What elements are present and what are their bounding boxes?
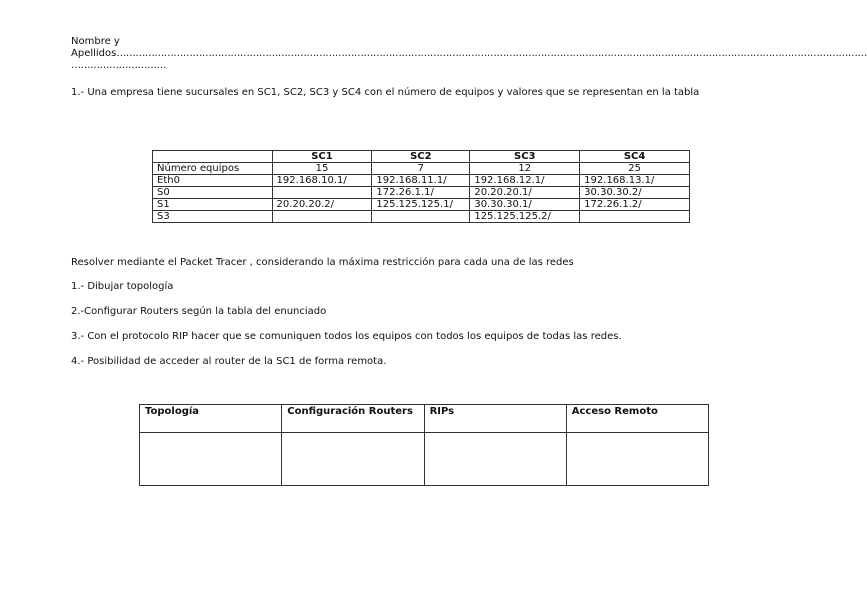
table-cell: 25 (580, 163, 690, 175)
table-cell: 125.125.125.2/ (470, 211, 580, 223)
table-cell: Eth0 (153, 175, 273, 187)
grading-table (139, 404, 709, 486)
task-item: 1.- Dibujar topología (71, 281, 174, 292)
table-cell: 30.30.30.2/ (580, 187, 690, 199)
table-row (153, 211, 690, 223)
grading-cell (566, 433, 708, 486)
grading-header-rips: RIPs (424, 405, 566, 433)
table-header-cell: SC1 (272, 151, 372, 163)
apellidos-label: Apellidos (71, 48, 117, 59)
name-dots-line-2: ………………………… (71, 60, 166, 71)
grading-header-configuracion: Configuración Routers (282, 405, 424, 433)
table-row (153, 163, 690, 175)
grading-header-topologia: Topología (140, 405, 282, 433)
table-row (153, 175, 690, 187)
table-cell: 192.168.11.1/ (372, 175, 470, 187)
grading-cell (424, 433, 566, 486)
exercise-intro: 1.- Una empresa tiene sucursales en SC1, SC2, SC3 y SC4 con el número de equipos y valores que se representan en la tabla (71, 87, 700, 98)
table-cell: 172.26.1.1/ (372, 187, 470, 199)
name-field (71, 36, 867, 72)
table-cell: 7 (372, 163, 470, 175)
table-header-cell: SC2 (372, 151, 470, 163)
table-cell: 20.20.20.1/ (470, 187, 580, 199)
table-cell: 172.26.1.2/ (580, 199, 690, 211)
table-cell: Número equipos (153, 163, 273, 175)
table-cell: 192.168.10.1/ (272, 175, 372, 187)
network-table (152, 150, 690, 223)
table-cell: S0 (153, 187, 273, 199)
table-cell (272, 187, 372, 199)
table-header-cell: SC4 (580, 151, 690, 163)
table-cell: S3 (153, 211, 273, 223)
grading-cell (140, 433, 282, 486)
task-item: 2.-Configurar Routers según la tabla del enunciado (71, 306, 327, 317)
table-cell: 12 (470, 163, 580, 175)
table-cell: 125.125.125.1/ (372, 199, 470, 211)
table-cell (372, 211, 470, 223)
grading-row (140, 433, 709, 486)
name-label-line2 (71, 48, 867, 60)
table-row (153, 187, 690, 199)
grading-header-row (140, 405, 709, 433)
table-row (153, 199, 690, 211)
task-item: 4.- Posibilidad de acceder al router de la SC1 de forma remota. (71, 356, 387, 367)
tasks-intro: Resolver mediante el Packet Tracer , considerando la máxima restricción para cada una de las redes (71, 257, 574, 268)
table-header-row (153, 151, 690, 163)
table-cell: 15 (272, 163, 372, 175)
table-cell: 20.20.20.2/ (272, 199, 372, 211)
table-cell (580, 211, 690, 223)
table-header-cell (153, 151, 273, 163)
task-item: 3.- Con el protocolo RIP hacer que se comuniquen todos los equipos con todos los equipos de todas las redes. (71, 331, 622, 342)
name-label-line1: Nombre y (71, 36, 120, 47)
table-cell: 192.168.13.1/ (580, 175, 690, 187)
table-cell: S1 (153, 199, 273, 211)
table-cell (272, 211, 372, 223)
table-cell: 30.30.30.1/ (470, 199, 580, 211)
grading-cell (282, 433, 424, 486)
grading-header-acceso: Acceso Remoto (566, 405, 708, 433)
table-header-cell: SC3 (470, 151, 580, 163)
table-cell: 192.168.12.1/ (470, 175, 580, 187)
name-dots-line: ………………………………………………………………………………………………………………………………………………………………………………………………………………… (116, 48, 867, 59)
